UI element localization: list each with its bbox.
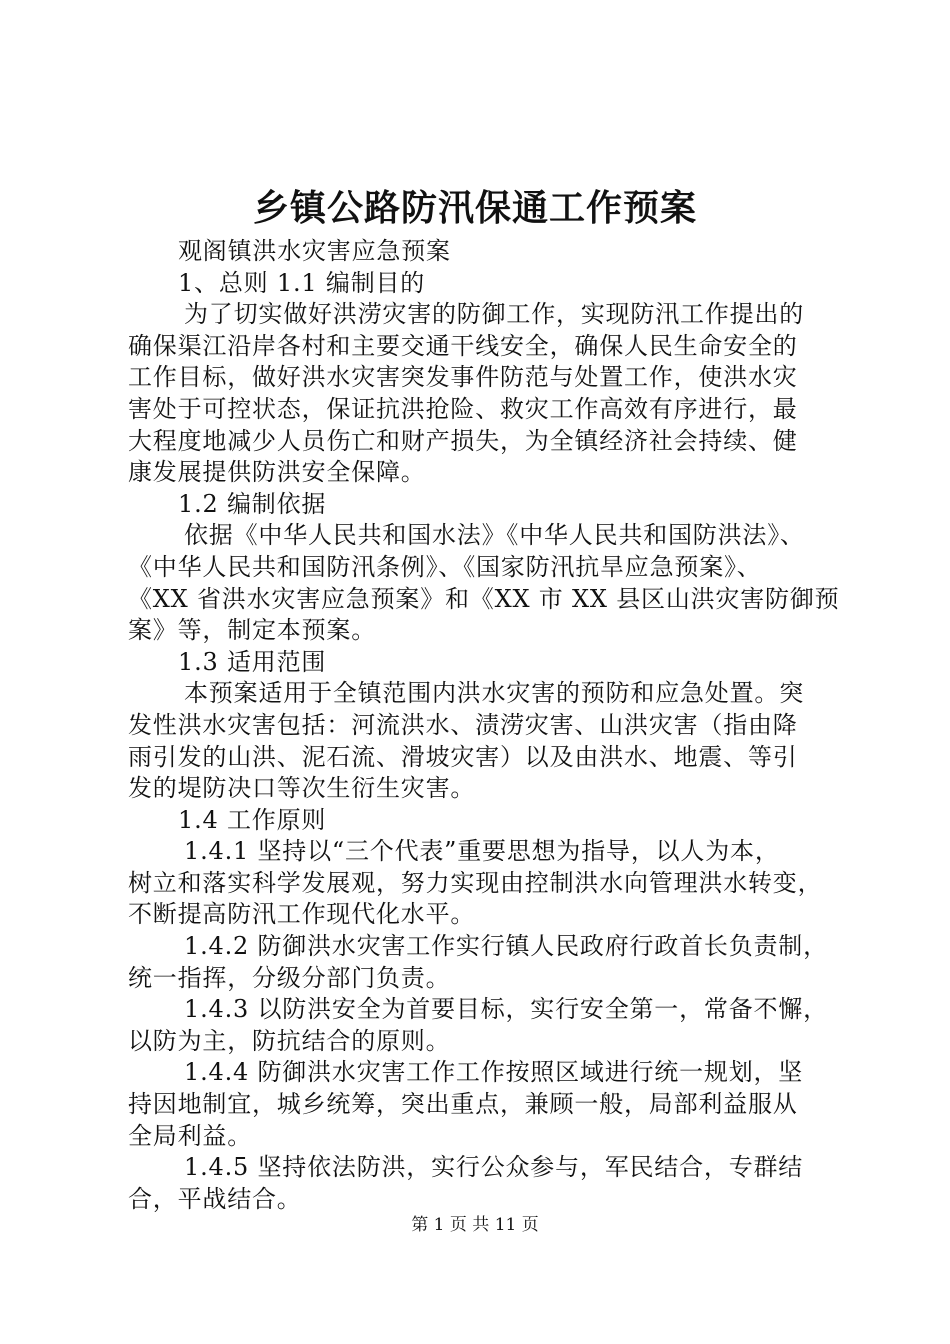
paragraph-line: 合，平战结合。 xyxy=(128,1184,302,1213)
paragraph-line: 以防为主，防抗结合的原则。 xyxy=(128,1026,451,1055)
section-heading: 1.4 工作原则 xyxy=(178,805,327,834)
document-title: 乡镇公路防汛保通工作预案 xyxy=(252,187,697,229)
paragraph-line: 1.4.3 以防洪安全为首要目标，实行安全第一，常备不懈， xyxy=(184,995,828,1024)
paragraph-line: 全局利益。 xyxy=(128,1121,252,1150)
paragraph-line: 观阁镇洪水灾害应急预案 xyxy=(178,237,451,265)
paragraph-line: 《中华人民共和国防汛条例》、《国家防汛抗旱应急预案》、 xyxy=(128,552,762,581)
paragraph-line: 《XX 省洪水灾害应急预案》和《XX 市 XX 县区山洪灾害防御预 xyxy=(128,584,840,613)
section-heading: 1、总则 1.1 编制目的 xyxy=(178,268,426,297)
paragraph-line: 1.4.5 坚持依法防洪，实行公众参与，军民结合，专群结 xyxy=(184,1153,804,1182)
paragraph-line: 案》等，制定本预案。 xyxy=(128,616,376,645)
paragraph-line: 为了切实做好洪涝灾害的防御工作，实现防汛工作提出的 xyxy=(184,300,804,329)
section-heading: 1.2 编制依据 xyxy=(178,489,327,518)
paragraph-line: 本预案适用于全镇范围内洪水灾害的预防和应急处置。突 xyxy=(184,679,804,708)
page-number: 第 1 页 共 11 页 xyxy=(411,1215,539,1235)
paragraph-line: 树立和落实科学发展观，努力实现由控制洪水向管理洪水转变， xyxy=(128,868,823,897)
paragraph-line: 发性洪水灾害包括：河流洪水、渍涝灾害、山洪灾害（指由降 xyxy=(128,710,798,739)
paragraph-line: 害处于可控状态，保证抗洪抢险、救灾工作高效有序进行，最 xyxy=(128,394,798,423)
document-body xyxy=(128,236,840,1215)
paragraph-line: 1.4.2 防御洪水灾害工作实行镇人民政府行政首长负责制， xyxy=(184,932,828,961)
paragraph-line: 确保渠江沿岸各村和主要交通干线安全，确保人民生命安全的 xyxy=(128,331,798,360)
paragraph-line: 康发展提供防洪安全保障。 xyxy=(128,458,426,487)
paragraph-line: 依据《中华人民共和国水法》《中华人民共和国防洪法》、 xyxy=(184,521,805,550)
section-heading: 1.3 适用范围 xyxy=(178,647,327,676)
paragraph-line: 1.4.1 坚持以“三个代表”重要思想为指导，以人为本， xyxy=(184,837,780,866)
paragraph-line: 发的堤防决口等次生衍生灾害。 xyxy=(128,774,476,803)
paragraph-line: 雨引发的山洪、泥石流、滑坡灾害）以及由洪水、地震、等引 xyxy=(128,742,798,771)
paragraph-line: 工作目标，做好洪水灾害突发事件防范与处置工作，使洪水灾 xyxy=(128,363,798,392)
paragraph-line: 持因地制宜，城乡统筹，突出重点，兼顾一般，局部利益服从 xyxy=(128,1090,798,1119)
paragraph-line: 大程度地减少人员伤亡和财产损失，为全镇经济社会持续、健 xyxy=(128,426,798,455)
paragraph-line: 不断提高防汛工作现代化水平。 xyxy=(128,900,476,929)
paragraph-line: 1.4.4 防御洪水灾害工作工作按照区域进行统一规划，坚 xyxy=(184,1058,804,1087)
paragraph-line: 统一指挥，分级分部门负责。 xyxy=(128,963,451,992)
